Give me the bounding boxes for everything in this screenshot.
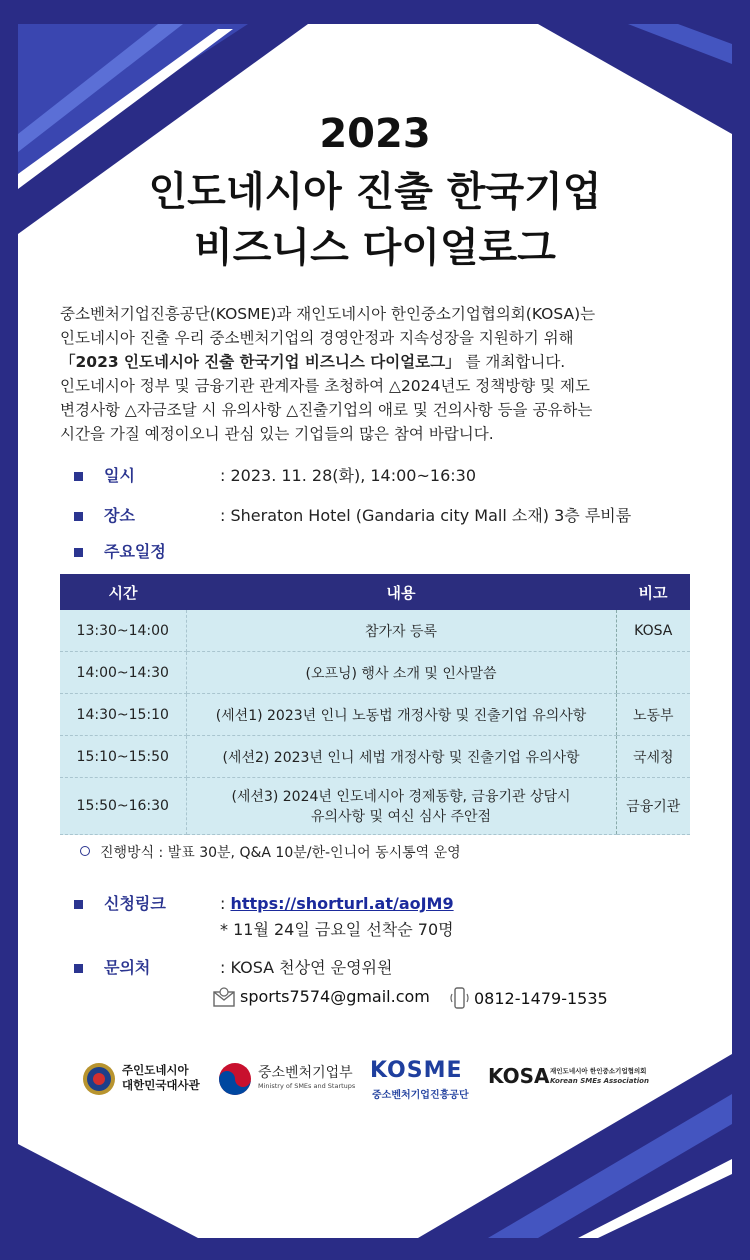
apply-prefix: : — [220, 894, 231, 913]
note-cell: 노동부 — [616, 694, 690, 736]
kosa-logo — [488, 1056, 688, 1104]
square-bullet-icon — [74, 548, 83, 557]
ministry-logo — [218, 1056, 368, 1104]
title-year: 2023 — [319, 111, 431, 157]
schedule-label: 주요일정 — [104, 542, 166, 561]
kosme-name: 중소벤처기업진흥공단 — [372, 1090, 469, 1101]
content-cell: 참가자 등록 — [186, 610, 616, 652]
note-cell: KOSA — [616, 610, 690, 652]
square-bullet-icon — [74, 472, 83, 481]
content-line: 유의사항 및 여신 심사 주안점 — [310, 809, 492, 825]
date-label: 일시 — [104, 466, 135, 485]
inquiry-label: 문의처 — [104, 958, 151, 977]
square-bullet-icon — [74, 512, 83, 521]
email-text: sports7574@gmail.com — [240, 987, 430, 1006]
square-bullet-icon — [74, 964, 83, 973]
content-cell: (오프닝) 행사 소개 및 인사말씀 — [186, 652, 616, 694]
kosme-logo — [370, 1056, 480, 1104]
time-cell: 15:50~16:30 — [60, 778, 186, 835]
email-contact[interactable] — [212, 986, 430, 1008]
apply-value — [220, 892, 454, 916]
square-bullet-icon — [74, 900, 83, 909]
schedule-table — [60, 574, 690, 835]
intro-line: 시간을 가질 예정이오니 관심 있는 기업들의 많은 참여 바랍니다. — [60, 425, 494, 443]
phone-icon — [448, 986, 470, 1010]
content-cell: (세션1) 2023년 인니 노동법 개정사항 및 진출기업 유의사항 — [186, 694, 616, 736]
title-line-3: 비즈니스 다이얼로그 — [194, 225, 556, 271]
kosa-name-en: Korean SMEs Association — [550, 1077, 649, 1085]
time-cell: 14:00~14:30 — [60, 652, 186, 694]
registration-link[interactable]: https://shorturl.at/aoJM9 — [230, 894, 454, 913]
format-note — [80, 842, 461, 862]
time-cell: 14:30~15:10 — [60, 694, 186, 736]
kosa-wordmark: KOSA — [488, 1064, 550, 1088]
event-name: 「2023 인도네시아 진출 한국기업 비즈니스 다이얼로그」 — [60, 353, 461, 371]
content-cell: (세션2) 2023년 인니 세법 개정사항 및 진출기업 유의사항 — [186, 736, 616, 778]
content-line: (세션3) 2024년 인도네시아 경제동향, 금융기관 상담시 — [231, 789, 571, 805]
note-cell — [616, 652, 690, 694]
table-row — [60, 694, 690, 736]
format-note-text: 진행방식 : 발표 30분, Q&A 10분/한-인니어 동시통역 운영 — [100, 845, 461, 861]
note-cell: 금융기관 — [616, 778, 690, 835]
date-value: : 2023. 11. 28(화), 14:00~16:30 — [220, 466, 476, 485]
intro-line-rest: 를 개최합니다. — [460, 353, 566, 371]
time-cell: 13:30~14:00 — [60, 610, 186, 652]
kosme-wordmark: KOSME — [370, 1058, 463, 1083]
embassy-line: 주인도네시아 — [122, 1063, 189, 1077]
embassy-line: 대한민국대사관 — [122, 1078, 200, 1092]
table-row — [60, 778, 690, 835]
phone-contact[interactable] — [448, 986, 608, 1010]
ministry-name: 중소벤처기업부 — [258, 1065, 353, 1081]
intro-line — [60, 350, 710, 374]
table-row — [60, 610, 690, 652]
venue-label: 장소 — [104, 506, 135, 525]
intro-line: 인도네시아 진출 우리 중소벤처기업의 경영안정과 지속성장을 지원하기 위해 — [60, 329, 574, 347]
table-row — [60, 736, 690, 778]
header-note: 비고 — [616, 574, 690, 610]
title-line-2: 인도네시아 진출 한국기업 — [148, 169, 602, 215]
venue-value: : Sheraton Hotel (Gandaria city Mall 소재) 3층 루비룸 — [220, 506, 632, 525]
header-time: 시간 — [60, 574, 186, 610]
header-content: 내용 — [186, 574, 616, 610]
circle-bullet-icon — [80, 846, 90, 856]
intro-paragraph — [60, 302, 710, 446]
time-cell: 15:10~15:50 — [60, 736, 186, 778]
embassy-emblem-icon — [82, 1062, 116, 1096]
apply-note: * 11월 24일 금요일 선착순 70명 — [220, 920, 454, 939]
email-icon — [212, 986, 236, 1008]
intro-line: 중소벤처기업진흥공단(KOSME)과 재인도네시아 한인중소기업협의회(KOSA)는 — [60, 305, 596, 323]
embassy-logo — [82, 1056, 212, 1104]
phone-text: 0812-1479-1535 — [474, 989, 608, 1008]
inquiry-value: : KOSA 천상연 운영위원 — [220, 958, 393, 977]
ministry-name-en: Ministry of SMEs and Startups — [258, 1082, 356, 1090]
kosa-name: 재인도네시아 한인중소기업협의회 — [550, 1067, 647, 1075]
embassy-name — [122, 1063, 200, 1093]
note-cell: 국세청 — [616, 736, 690, 778]
poster-card — [18, 24, 732, 1238]
apply-label: 신청링크 — [104, 894, 166, 913]
table-header-row — [60, 574, 690, 610]
table-row — [60, 652, 690, 694]
taegeuk-icon — [218, 1062, 252, 1096]
content-cell — [186, 778, 616, 835]
intro-line: 인도네시아 정부 및 금융기관 관계자를 초청하여 △2024년도 정책방향 및 제도 — [60, 377, 590, 395]
intro-line: 변경사항 △자금조달 시 유의사항 △진출기업의 애로 및 건의사항 등을 공유하는 — [60, 401, 593, 419]
